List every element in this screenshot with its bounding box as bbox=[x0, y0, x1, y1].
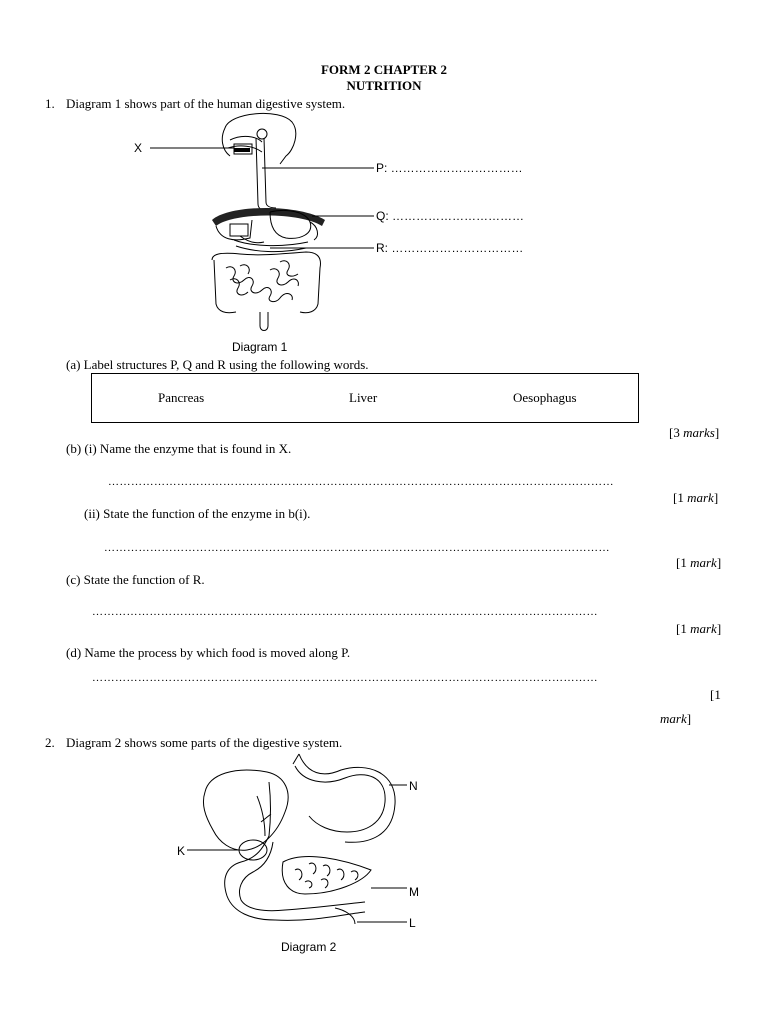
word-bank-item: Pancreas bbox=[158, 390, 205, 405]
word-bank-item: Oesophagus bbox=[513, 390, 577, 405]
label-n: N bbox=[409, 779, 418, 793]
q1-intro: Diagram 1 shows part of the human digestive system. bbox=[66, 96, 346, 111]
marks-label: [1 mark] bbox=[673, 490, 719, 505]
marks-label: [1 bbox=[710, 687, 721, 702]
marks-label: [1 mark] bbox=[676, 621, 722, 636]
diagram1-caption: Diagram 1 bbox=[232, 340, 288, 354]
worksheet-title: FORM 2 CHAPTER 2 bbox=[320, 62, 448, 77]
label-r: R: …………………………… bbox=[376, 241, 524, 255]
label-k: K bbox=[177, 844, 186, 858]
answer-line[interactable]: …………………………………………………………………………………………………………………… bbox=[92, 672, 598, 684]
label-l: L bbox=[409, 916, 416, 930]
digestive-parts-diagram bbox=[175, 752, 435, 937]
q2-intro: Diagram 2 shows some parts of the digestive system. bbox=[66, 735, 343, 750]
worksheet-subtitle: NUTRITION bbox=[346, 78, 422, 93]
marks-label: [1 mark] bbox=[676, 555, 722, 570]
q1a-prompt: (a) Label structures P, Q and R using the following words. bbox=[66, 357, 369, 372]
marks-label: mark] bbox=[660, 711, 692, 726]
digestive-system-diagram bbox=[130, 108, 570, 343]
answer-line[interactable]: …………………………………………………………………………………………………………………… bbox=[108, 476, 614, 488]
q1b2-prompt: (ii) State the function of the enzyme in b(i). bbox=[84, 506, 311, 521]
q2-number: 2. bbox=[45, 735, 55, 750]
q1d-prompt: (d) Name the process by which food is moved along P. bbox=[66, 645, 351, 660]
answer-line[interactable]: …………………………………………………………………………………………………………………… bbox=[92, 606, 598, 618]
label-m: M bbox=[409, 885, 419, 899]
label-q: Q: …………………………… bbox=[376, 209, 525, 223]
label-x: X bbox=[134, 141, 143, 155]
word-bank-item: Liver bbox=[349, 390, 378, 405]
q1c-prompt: (c) State the function of R. bbox=[66, 572, 205, 587]
diagram2-caption: Diagram 2 bbox=[281, 940, 337, 954]
marks-label: [3 marks] bbox=[669, 425, 720, 440]
q1-number: 1. bbox=[45, 96, 55, 111]
label-p: P: …………………………… bbox=[376, 161, 523, 175]
answer-line[interactable]: …………………………………………………………………………………………………………………… bbox=[104, 542, 610, 554]
q1b1-prompt: (b) (i) Name the enzyme that is found in X. bbox=[66, 441, 292, 456]
